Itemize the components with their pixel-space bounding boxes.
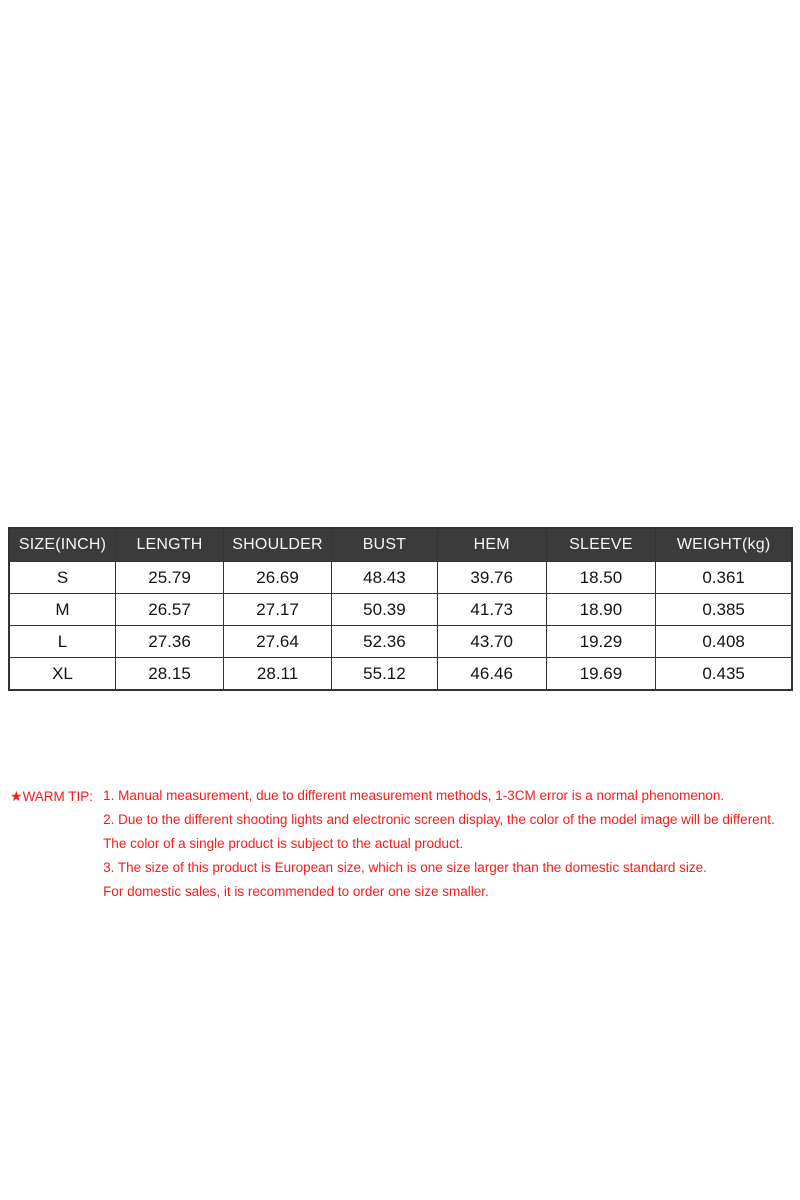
cell-sleeve: 19.29 — [546, 626, 656, 658]
cell-bust: 55.12 — [332, 658, 438, 691]
cell-length: 27.36 — [115, 626, 223, 658]
header-weight: WEIGHT(kg) — [656, 528, 792, 562]
warm-tip-line-4: 3. The size of this product is European size, which is one size larger than the domestic standard size. — [103, 860, 707, 875]
warm-tip-line-1: 1. Manual measurement, due to different measurement methods, 1-3CM error is a normal phenomenon. — [103, 788, 725, 803]
table-row-xl — [9, 658, 792, 691]
header-shoulder: SHOULDER — [224, 528, 332, 562]
cell-length: 26.57 — [115, 594, 223, 626]
cell-bust: 48.43 — [332, 562, 438, 594]
warm-tip-label-text: WARM TIP: — [22, 789, 94, 804]
cell-size: S — [9, 562, 115, 594]
warm-tip-line-5: For domestic sales, it is recommended to order one size smaller. — [103, 884, 489, 899]
cell-weight: 0.385 — [656, 594, 792, 626]
cell-hem: 43.70 — [437, 626, 546, 658]
cell-sleeve: 19.69 — [546, 658, 656, 691]
cell-hem: 46.46 — [437, 658, 546, 691]
warm-tip-line-2: 2. Due to the different shooting lights and electronic screen display, the color of the model image will be different. — [103, 812, 775, 827]
cell-shoulder: 26.69 — [224, 562, 332, 594]
cell-bust: 52.36 — [332, 626, 438, 658]
header-size: SIZE(INCH) — [9, 528, 115, 562]
cell-size: L — [9, 626, 115, 658]
size-chart-table — [8, 527, 793, 691]
header-length: LENGTH — [115, 528, 223, 562]
warm-tip-lines — [103, 784, 792, 904]
cell-sleeve: 18.50 — [546, 562, 656, 594]
header-sleeve: SLEEVE — [546, 528, 656, 562]
cell-shoulder: 27.64 — [224, 626, 332, 658]
cell-bust: 50.39 — [332, 594, 438, 626]
cell-size: XL — [9, 658, 115, 691]
cell-hem: 41.73 — [437, 594, 546, 626]
warm-tip-section — [10, 784, 792, 904]
size-chart-header-row — [9, 528, 792, 562]
header-bust: BUST — [332, 528, 438, 562]
warm-tip-line-3: The color of a single product is subject to the actual product. — [103, 836, 464, 851]
cell-shoulder: 27.17 — [224, 594, 332, 626]
cell-sleeve: 18.90 — [546, 594, 656, 626]
table-row-s — [9, 562, 792, 594]
cell-length: 28.15 — [115, 658, 223, 691]
header-hem: HEM — [437, 528, 546, 562]
cell-hem: 39.76 — [437, 562, 546, 594]
cell-weight: 0.435 — [656, 658, 792, 691]
table-row-l — [9, 626, 792, 658]
star-icon: ★ — [10, 788, 23, 804]
warm-tip-label — [10, 784, 93, 809]
cell-weight: 0.408 — [656, 626, 792, 658]
cell-weight: 0.361 — [656, 562, 792, 594]
cell-shoulder: 28.11 — [224, 658, 332, 691]
cell-length: 25.79 — [115, 562, 223, 594]
table-row-m — [9, 594, 792, 626]
cell-size: M — [9, 594, 115, 626]
